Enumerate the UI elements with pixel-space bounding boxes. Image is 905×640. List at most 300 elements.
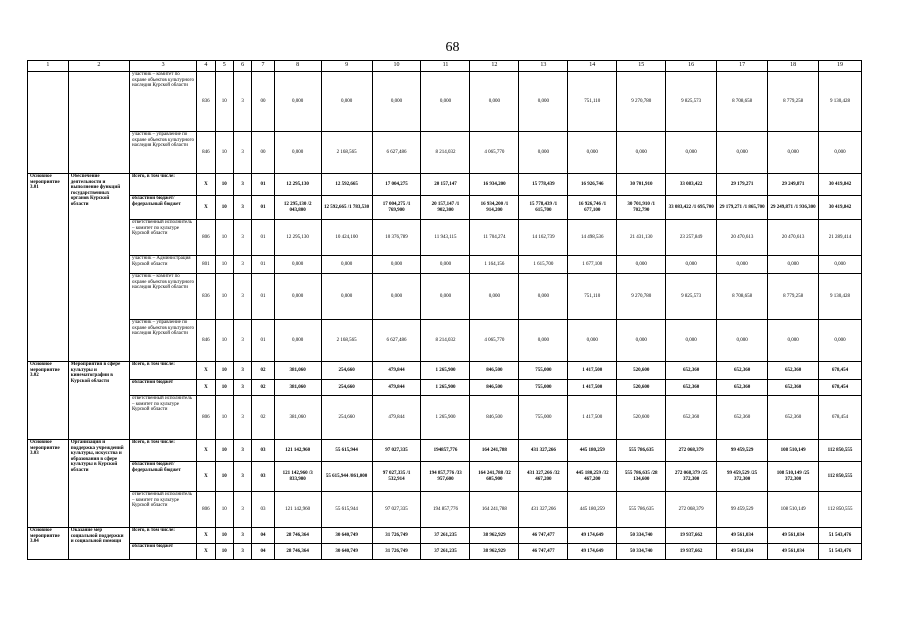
year-value: 0,000: [717, 132, 768, 174]
measure-code: Основное мероприятие 3.02: [28, 362, 69, 440]
year-value: 652,360: [768, 362, 819, 380]
year-value: 1 265,900: [421, 396, 470, 440]
budget-code-c6: 3: [233, 196, 251, 220]
year-value: 678,454: [819, 396, 862, 440]
measure-name: Оказание мер социальной поддержки и социальной помощи: [68, 528, 129, 560]
year-value: 751,110: [568, 72, 617, 132]
year-value: 28 746,364: [274, 544, 321, 560]
year-value: 14 162,739: [519, 220, 568, 256]
year-value: 30 419,842: [819, 174, 862, 196]
year-value: 8 708,658: [717, 72, 768, 132]
year-value: 97 027,335 /1 532,914: [372, 462, 421, 492]
year-value: 846,500: [470, 396, 519, 440]
year-value: 194 857,776 /33 957,600: [421, 462, 470, 492]
year-value: 15 778,439: [519, 174, 568, 196]
row-participant: ответственный исполнитель – комитет по культуре Курской области: [129, 492, 196, 528]
column-header: 16: [666, 61, 717, 72]
row-participant: областной бюджет/ федеральный бюджет: [129, 462, 196, 492]
year-value: 1 164,156: [470, 256, 519, 274]
year-value: 0,000: [421, 256, 470, 274]
year-value: 0,000: [274, 256, 321, 274]
year-value: 112 850,555: [819, 462, 862, 492]
budget-code-c6: 3: [233, 492, 251, 528]
year-value: 33 083,422: [666, 174, 717, 196]
year-value: 19 937,662: [666, 544, 717, 560]
year-value: 0,000: [321, 256, 372, 274]
year-value: 9 130,428: [819, 72, 862, 132]
row-participant: участник – комитет по охране объектов культурного наследия Курской области: [129, 72, 196, 132]
row-participant: областной бюджет: [129, 544, 196, 560]
year-value: 0,000: [717, 320, 768, 362]
year-value: 21 289,414: [819, 220, 862, 256]
year-value: 431 327,266 /32 467,200: [519, 462, 568, 492]
year-value: 194857,776: [421, 440, 470, 462]
column-header: 12: [470, 61, 519, 72]
year-value: 55 615,944 /861,000: [321, 462, 372, 492]
year-value: 20 157,147: [421, 174, 470, 196]
year-value: 678,454: [819, 362, 862, 380]
year-value: 0,000: [768, 320, 819, 362]
year-value: 121 142,960: [274, 492, 321, 528]
table-row: [28, 220, 862, 256]
year-value: 21 431,130: [617, 220, 666, 256]
year-value: 0,000: [321, 72, 372, 132]
column-header: 4: [197, 61, 215, 72]
year-value: 37 261,235: [421, 528, 470, 544]
year-value: 254,660: [321, 396, 372, 440]
budget-code-c5: 10: [215, 462, 233, 492]
year-value: 755,000: [519, 396, 568, 440]
year-value: 20 157,147 /1 902,300: [421, 196, 470, 220]
year-value: 6 627,486: [372, 320, 421, 362]
year-value: 20 470,613: [768, 220, 819, 256]
year-value: 19 937,662: [666, 528, 717, 544]
year-value: 1 417,500: [568, 396, 617, 440]
year-value: 479,844: [372, 362, 421, 380]
budget-code-c5: 10: [215, 220, 233, 256]
year-value: 1 265,900: [421, 380, 470, 396]
table-row: [28, 174, 862, 196]
year-value: 31 726,749: [372, 544, 421, 560]
column-header: 6: [233, 61, 251, 72]
row-participant: участник – Администрация Курской области: [129, 256, 196, 274]
year-value: 0,000: [372, 274, 421, 320]
year-value: 16 934,200: [470, 174, 519, 196]
year-value: 520,600: [617, 362, 666, 380]
year-value: 1 417,500: [568, 362, 617, 380]
budget-code-c7: 01: [252, 320, 274, 362]
budget-code-c6: 3: [233, 72, 251, 132]
year-value: 17 004,275: [372, 174, 421, 196]
year-value: 755,000: [519, 362, 568, 380]
year-value: 652,360: [717, 380, 768, 396]
year-value: 0,000: [372, 72, 421, 132]
budget-code-c5: 10: [215, 528, 233, 544]
budget-code-c6: 3: [233, 174, 251, 196]
year-value: 12 592,665 /1 783,530: [321, 196, 372, 220]
year-value: 16 926,746: [568, 174, 617, 196]
year-value: 1 417,500: [568, 380, 617, 396]
column-header: 7: [252, 61, 274, 72]
column-header-row: [28, 61, 862, 72]
table-row: [28, 544, 862, 560]
year-value: 0,000: [274, 72, 321, 132]
column-header: 9: [321, 61, 372, 72]
budget-code-c7: 00: [252, 132, 274, 174]
year-value: 0,000: [470, 274, 519, 320]
year-value: 0,000: [470, 72, 519, 132]
year-value: 0,000: [274, 274, 321, 320]
year-value: 2 168,565: [321, 320, 372, 362]
year-value: 97 027,335: [372, 440, 421, 462]
table-row: [28, 492, 862, 528]
year-value: 0,000: [568, 320, 617, 362]
year-value: 37 261,235: [421, 544, 470, 560]
column-header: 8: [274, 61, 321, 72]
measure-code: [28, 72, 69, 174]
year-value: 12 592,665: [321, 174, 372, 196]
year-value: 112 850,555: [819, 492, 862, 528]
year-value: 0,000: [717, 256, 768, 274]
year-value: 20 470,613: [717, 220, 768, 256]
year-value: 0,000: [421, 72, 470, 132]
budget-table: [27, 60, 862, 560]
year-value: 254,660: [321, 362, 372, 380]
table-row: [28, 256, 862, 274]
year-value: 555 786,635: [617, 440, 666, 462]
year-value: 99 459,529 /25 372,300: [717, 462, 768, 492]
table-row: [28, 462, 862, 492]
budget-code-c4: Х: [197, 362, 215, 380]
year-value: 9 130,428: [819, 274, 862, 320]
year-value: 0,000: [819, 320, 862, 362]
year-value: 46 747,477: [519, 528, 568, 544]
budget-code-c4: 801: [197, 256, 215, 274]
row-participant: участник – управление по охране объектов культурного наследия Курской области: [129, 132, 196, 174]
year-value: 0,000: [274, 132, 321, 174]
table-row: [28, 396, 862, 440]
table-row: [28, 132, 862, 174]
budget-code-c7: 01: [252, 174, 274, 196]
page-number: 68: [445, 40, 460, 55]
row-participant: областной бюджет: [129, 380, 196, 396]
year-value: 30 701,910: [617, 174, 666, 196]
year-value: 30 640,749: [321, 544, 372, 560]
year-value: 12 295,130: [274, 220, 321, 256]
budget-code-c4: 836: [197, 274, 215, 320]
year-value: 652,360: [666, 396, 717, 440]
budget-code-c4: Х: [197, 544, 215, 560]
budget-code-c4: Х: [197, 440, 215, 462]
year-value: 652,360: [768, 380, 819, 396]
year-value: 9 270,780: [617, 274, 666, 320]
column-header: 13: [519, 61, 568, 72]
budget-code-c5: 10: [215, 380, 233, 396]
year-value: 17 004,275 /1 769,900: [372, 196, 421, 220]
row-participant: ответственный исполнитель – комитет по культуре Курской области: [129, 396, 196, 440]
year-value: 431 327,266: [519, 492, 568, 528]
year-value: 445 180,259: [568, 492, 617, 528]
year-value: 751,110: [568, 274, 617, 320]
table-row: [28, 380, 862, 396]
year-value: 431 327,266: [519, 440, 568, 462]
table-row: [28, 440, 862, 462]
year-value: 164 241,788 /32 605,900: [470, 462, 519, 492]
year-value: 121 142,960 /3 833,900: [274, 462, 321, 492]
year-value: 49 561,034: [717, 544, 768, 560]
year-value: 652,360: [666, 380, 717, 396]
year-value: 678,454: [819, 380, 862, 396]
table-row: [28, 362, 862, 380]
year-value: 652,360: [768, 396, 819, 440]
budget-code-c5: 10: [215, 440, 233, 462]
year-value: 50 334,740: [617, 544, 666, 560]
budget-code-c7: 03: [252, 492, 274, 528]
year-value: 4 065,770: [470, 132, 519, 174]
year-value: 108 510,149: [768, 440, 819, 462]
budget-code-c5: 10: [215, 320, 233, 362]
year-value: 10 376,789: [372, 220, 421, 256]
year-value: 0,000: [372, 256, 421, 274]
budget-code-c6: 3: [233, 380, 251, 396]
year-value: 49 561,034: [768, 528, 819, 544]
year-value: 16 934,200 /1 914,200: [470, 196, 519, 220]
column-header: 18: [768, 61, 819, 72]
year-value: 2 168,565: [321, 132, 372, 174]
year-value: 8 779,258: [768, 72, 819, 132]
year-value: 479,844: [372, 396, 421, 440]
year-value: 520,600: [617, 380, 666, 396]
year-value: 0,000: [768, 132, 819, 174]
table-row: [28, 320, 862, 362]
year-value: 755,000: [519, 380, 568, 396]
budget-code-c6: 3: [233, 396, 251, 440]
year-value: 29 179,271 /1 865,700: [717, 196, 768, 220]
measure-code: Основное мероприятие 3.01: [28, 174, 69, 362]
row-participant: Всего, в том числе:: [129, 362, 196, 380]
year-value: 29 249,871 /1 936,300: [768, 196, 819, 220]
year-value: 381,060: [274, 362, 321, 380]
budget-code-c6: 3: [233, 256, 251, 274]
year-value: 381,060: [274, 380, 321, 396]
column-header: 15: [617, 61, 666, 72]
measure-code: Основное мероприятие 3.03: [28, 440, 69, 528]
year-value: 0,000: [617, 256, 666, 274]
column-header: 5: [215, 61, 233, 72]
year-value: 272 068,379 /25 372,300: [666, 462, 717, 492]
year-value: 38 962,929: [470, 528, 519, 544]
year-value: 164 241,788: [470, 492, 519, 528]
row-participant: Всего, в том числе:: [129, 528, 196, 544]
year-value: 11 704,274: [470, 220, 519, 256]
budget-code-c6: 3: [233, 274, 251, 320]
budget-code-c7: 04: [252, 544, 274, 560]
year-value: 50 334,740: [617, 528, 666, 544]
budget-code-c6: 3: [233, 320, 251, 362]
budget-code-c6: 3: [233, 462, 251, 492]
budget-code-c5: 10: [215, 174, 233, 196]
budget-code-c7: 02: [252, 362, 274, 380]
budget-code-c4: 806: [197, 396, 215, 440]
table-row: [28, 72, 862, 132]
year-value: 9 270,780: [617, 72, 666, 132]
budget-code-c5: 10: [215, 72, 233, 132]
year-value: 33 083,422 /1 695,700: [666, 196, 717, 220]
year-value: 555 786,635: [617, 492, 666, 528]
row-participant: Всего, в том числе:: [129, 440, 196, 462]
year-value: 11 943,115: [421, 220, 470, 256]
year-value: 1 265,900: [421, 362, 470, 380]
year-value: 0,000: [421, 274, 470, 320]
budget-code-c4: Х: [197, 462, 215, 492]
budget-code-c7: 00: [252, 72, 274, 132]
budget-code-c4: Х: [197, 174, 215, 196]
column-header: 19: [819, 61, 862, 72]
year-value: 30 640,749: [321, 528, 372, 544]
year-value: 0,000: [519, 274, 568, 320]
year-value: 99 459,529: [717, 440, 768, 462]
year-value: 479,844: [372, 380, 421, 396]
row-participant: ответственный исполнитель – комитет по культуре Курской области: [129, 220, 196, 256]
year-value: 0,000: [819, 256, 862, 274]
year-value: 49 174,649: [568, 528, 617, 544]
budget-code-c4: 806: [197, 492, 215, 528]
year-value: 272 068,379: [666, 492, 717, 528]
year-value: 31 726,749: [372, 528, 421, 544]
budget-code-c5: 10: [215, 132, 233, 174]
year-value: 112 850,555: [819, 440, 862, 462]
year-value: 14 498,536: [568, 220, 617, 256]
measure-code: Основное мероприятие 3.04: [28, 528, 69, 560]
budget-code-c6: 3: [233, 528, 251, 544]
year-value: 272 068,379: [666, 440, 717, 462]
column-header: 11: [421, 61, 470, 72]
budget-code-c5: 10: [215, 256, 233, 274]
year-value: 0,000: [519, 132, 568, 174]
budget-code-c7: 01: [252, 274, 274, 320]
year-value: 51 543,476: [819, 528, 862, 544]
year-value: 254,660: [321, 380, 372, 396]
row-participant: Всего, в том числе:: [129, 174, 196, 196]
row-participant: участник – управление по охране объектов культурного наследия Курской области: [129, 320, 196, 362]
year-value: 652,360: [717, 362, 768, 380]
year-value: 1 677,100: [568, 256, 617, 274]
year-value: 381,060: [274, 396, 321, 440]
year-value: 8 779,258: [768, 274, 819, 320]
measure-name: Мероприятия в сфере культуры и кинематографии в Курской области: [68, 362, 129, 440]
year-value: 0,000: [666, 256, 717, 274]
year-value: 8 708,658: [717, 274, 768, 320]
budget-code-c7: 01: [252, 196, 274, 220]
year-value: 0,000: [768, 256, 819, 274]
row-participant: областной бюджет/ федеральный бюджет: [129, 196, 196, 220]
year-value: 0,000: [819, 132, 862, 174]
column-header: 14: [568, 61, 617, 72]
year-value: 49 561,034: [768, 544, 819, 560]
column-header: 2: [68, 61, 129, 72]
year-value: 164 241,788: [470, 440, 519, 462]
year-value: 29 249,871: [768, 174, 819, 196]
year-value: 49 174,649: [568, 544, 617, 560]
table-row: [28, 528, 862, 544]
budget-code-c7: 01: [252, 256, 274, 274]
year-value: 38 962,929: [470, 544, 519, 560]
year-value: 0,000: [321, 274, 372, 320]
year-value: 8 214,032: [421, 320, 470, 362]
budget-code-c5: 10: [215, 196, 233, 220]
year-value: 121 142,960: [274, 440, 321, 462]
year-value: 10 424,100: [321, 220, 372, 256]
budget-code-c4: 806: [197, 220, 215, 256]
year-value: 1 615,700: [519, 256, 568, 274]
budget-code-c6: 3: [233, 132, 251, 174]
budget-code-c4: 846: [197, 132, 215, 174]
year-value: 9 825,573: [666, 72, 717, 132]
year-value: 15 778,439 /1 615,700: [519, 196, 568, 220]
budget-code-c6: 3: [233, 220, 251, 256]
year-value: 0,000: [519, 72, 568, 132]
column-header: 3: [129, 61, 196, 72]
budget-code-c5: 10: [215, 492, 233, 528]
row-participant: участник – комитет по охране объектов культурного наследия Курской области: [129, 274, 196, 320]
year-value: 4 065,770: [470, 320, 519, 362]
year-value: 846,500: [470, 380, 519, 396]
budget-code-c7: 02: [252, 396, 274, 440]
budget-code-c4: 846: [197, 320, 215, 362]
year-value: 108 510,149: [768, 492, 819, 528]
measure-name: Обеспечение деятельности и выполнение функций государственных органов Курской области: [68, 174, 129, 362]
year-value: 16 926,746 /1 677,100: [568, 196, 617, 220]
budget-code-c4: Х: [197, 196, 215, 220]
measure-name: Организация и поддержка учреждений культуры, искусства и образования в сфере культуры в Курской области: [68, 440, 129, 528]
year-value: 520,600: [617, 396, 666, 440]
column-header: 1: [28, 61, 69, 72]
year-value: 55 615,944: [321, 440, 372, 462]
year-value: 28 746,364: [274, 528, 321, 544]
column-header: 17: [717, 61, 768, 72]
year-value: 194 857,776: [421, 492, 470, 528]
table-row: [28, 196, 862, 220]
year-value: 0,000: [666, 132, 717, 174]
year-value: 12 295,130 /2 043,800: [274, 196, 321, 220]
year-value: 0,000: [274, 320, 321, 362]
measure-name: [68, 72, 129, 174]
year-value: 846,500: [470, 362, 519, 380]
year-value: 29 179,271: [717, 174, 768, 196]
year-value: 445 180,259 /32 467,200: [568, 462, 617, 492]
year-value: 0,000: [568, 132, 617, 174]
year-value: 51 543,476: [819, 544, 862, 560]
year-value: 0,000: [617, 132, 666, 174]
budget-code-c5: 10: [215, 544, 233, 560]
budget-code-c4: Х: [197, 380, 215, 396]
year-value: 55 615,944: [321, 492, 372, 528]
column-header: 10: [372, 61, 421, 72]
budget-code-c5: 10: [215, 362, 233, 380]
budget-code-c5: 10: [215, 396, 233, 440]
year-value: 555 786,635 /28 134,600: [617, 462, 666, 492]
year-value: 12 295,130: [274, 174, 321, 196]
budget-code-c7: 02: [252, 380, 274, 396]
year-value: 652,360: [717, 396, 768, 440]
budget-code-c6: 3: [233, 544, 251, 560]
year-value: 23 257,849: [666, 220, 717, 256]
year-value: 30 701,910 /1 702,790: [617, 196, 666, 220]
year-value: 46 747,477: [519, 544, 568, 560]
budget-code-c6: 3: [233, 362, 251, 380]
year-value: 9 825,573: [666, 274, 717, 320]
budget-code-c4: Х: [197, 528, 215, 544]
